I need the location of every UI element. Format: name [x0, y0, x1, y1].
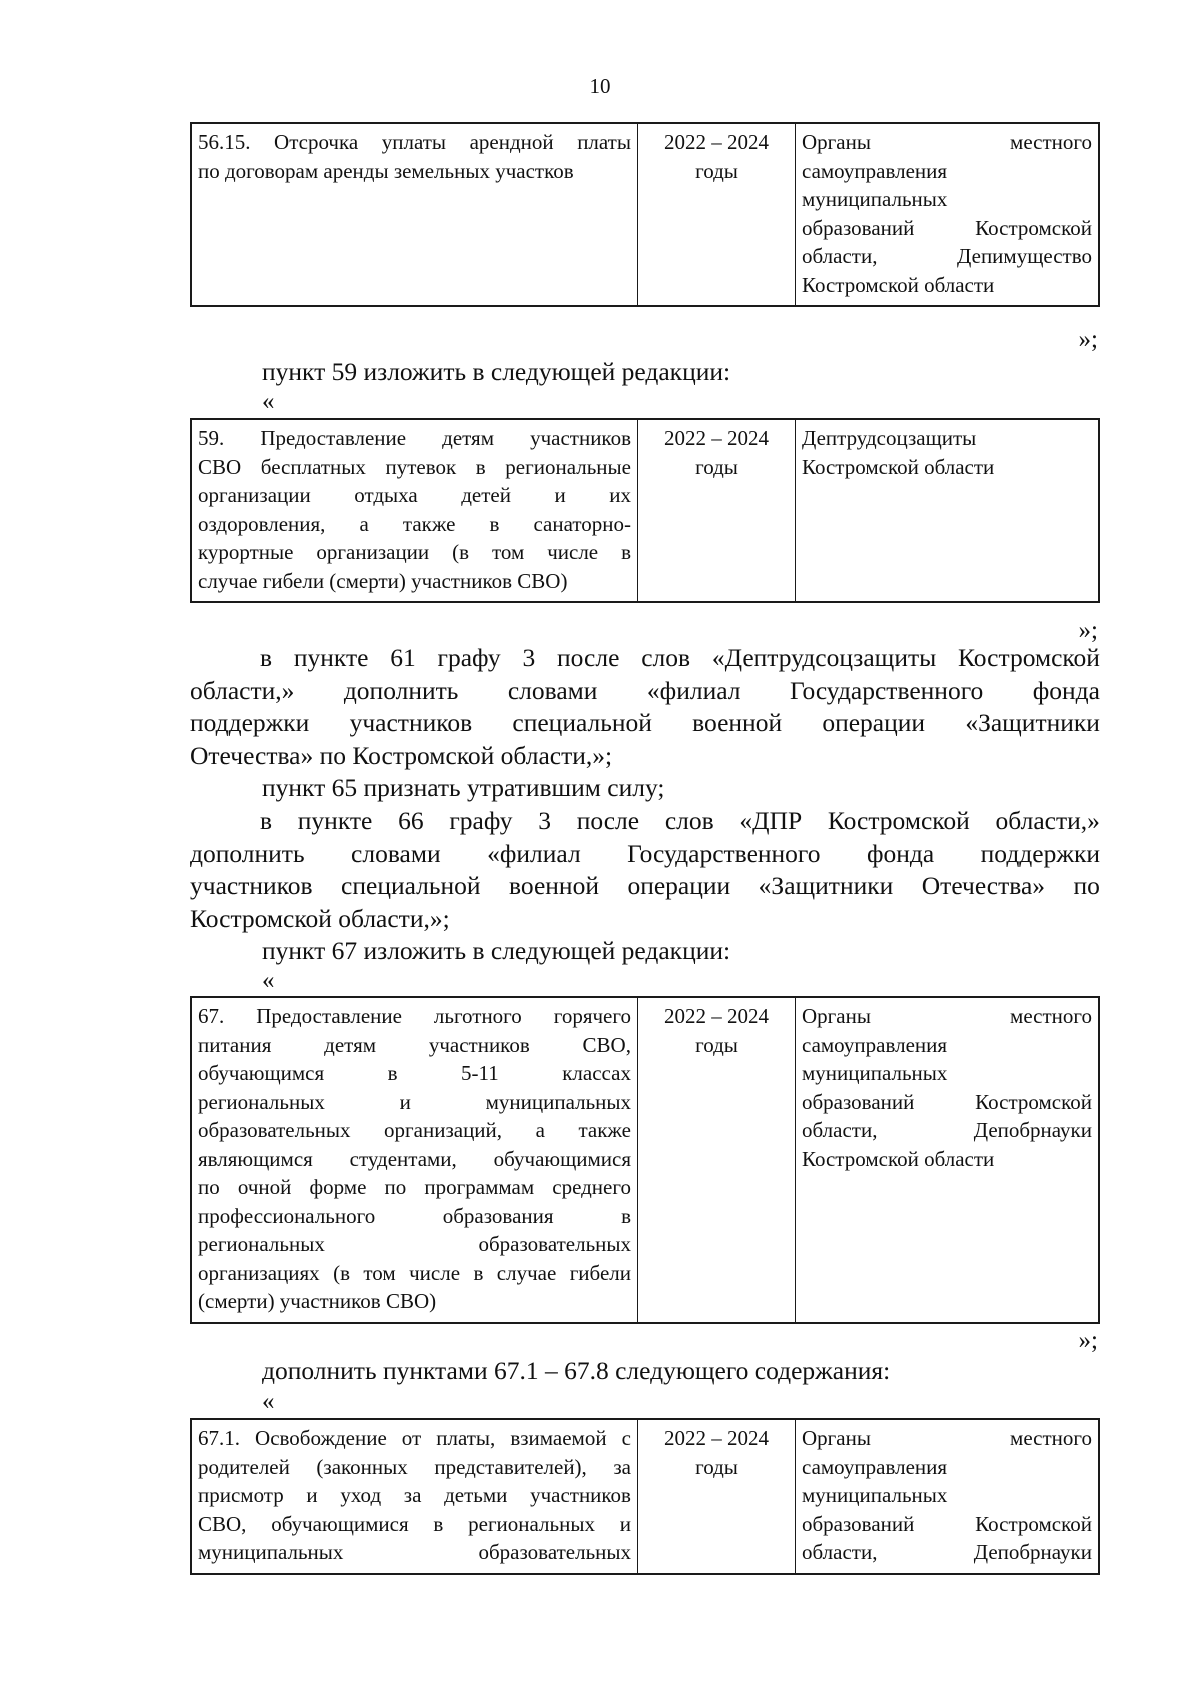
item-line: [198, 1424, 631, 1453]
executor-line: муниципальных: [802, 1483, 948, 1507]
table-item-67-1: [190, 1418, 1100, 1575]
executor-line: Костромской области: [802, 454, 995, 479]
word: Предоставление: [256, 1004, 402, 1028]
word: среднего: [552, 1175, 631, 1199]
word: региональных: [198, 1089, 325, 1114]
executor-cell: [796, 997, 1100, 1323]
word: от: [401, 1426, 422, 1450]
word: льготного: [433, 1004, 522, 1028]
word: очной: [237, 1175, 292, 1199]
word: СВО: [198, 454, 242, 479]
word: программам: [424, 1175, 535, 1199]
item-cell: [191, 1419, 638, 1574]
executor-line: Костромской области: [802, 272, 995, 297]
word: региональные: [505, 454, 631, 479]
item-line: [198, 1145, 631, 1174]
item-line: [198, 128, 631, 157]
word: в: [489, 511, 500, 536]
word: региональных: [468, 1511, 595, 1536]
text-line: Костромской области,»;: [190, 903, 450, 933]
paragraph-item-66: [190, 805, 1100, 935]
closing-quote: »;: [1078, 1327, 1098, 1354]
word: по: [198, 1175, 220, 1199]
word: уплаты: [381, 130, 447, 154]
word: области,: [802, 1540, 878, 1564]
table-row: [191, 1419, 1099, 1574]
item-line: по договорам аренды земельных участков: [198, 158, 574, 183]
table-item-67: [190, 996, 1100, 1324]
executor-line: [802, 128, 1092, 157]
executor-cell: [796, 1419, 1100, 1574]
executor-line: самоуправления: [802, 158, 948, 183]
word: 3: [538, 806, 551, 835]
word: 66: [398, 806, 424, 835]
word: в: [433, 1511, 444, 1536]
executor-line: муниципальных: [802, 187, 948, 211]
word: Костромской: [975, 1511, 1092, 1536]
word: в: [621, 1203, 631, 1228]
word: дополнить: [343, 675, 459, 705]
item-line: [198, 510, 631, 539]
word: взимаемой: [510, 1426, 607, 1450]
word: присмотр: [198, 1483, 284, 1507]
word: области,»: [995, 806, 1100, 835]
word: а: [535, 1118, 545, 1142]
item-line: [198, 1538, 631, 1567]
executor-line: [802, 1510, 1092, 1539]
executor-line: Дептрудсоцзащиты: [802, 426, 977, 450]
word: военной: [509, 871, 599, 900]
word: числе: [409, 1260, 461, 1285]
table-row: [191, 123, 1099, 306]
word: Органы: [802, 1426, 871, 1450]
word: Костромской: [958, 643, 1100, 672]
word: Предоставление: [260, 426, 407, 450]
item-line: [198, 1202, 631, 1231]
word: в: [473, 1260, 484, 1285]
word: Отсрочка: [274, 130, 359, 154]
item-line: [198, 1059, 631, 1088]
word: местного: [1010, 1426, 1092, 1450]
word: Депобрнауки: [973, 1540, 1092, 1564]
word: графу: [449, 806, 513, 835]
period-cell: 2022 – 2024 годы: [638, 997, 796, 1323]
word: участников: [190, 871, 313, 900]
word: обучающимися: [493, 1146, 631, 1171]
word: поддержки: [190, 708, 310, 737]
word: области,»: [190, 675, 295, 705]
word: классах: [562, 1061, 631, 1085]
word: горячего: [553, 1004, 631, 1028]
word: и: [306, 1483, 318, 1507]
word: 67.: [198, 1004, 225, 1028]
word: 3: [522, 643, 536, 672]
word: 61: [390, 643, 416, 672]
word: Костромской: [975, 215, 1092, 240]
executor-line: муниципальных: [802, 1061, 948, 1085]
word: фонда: [866, 838, 935, 868]
item-line: (смерти) участников СВО): [198, 1289, 437, 1313]
word: по: [384, 1175, 407, 1199]
word: 56.15.: [198, 130, 251, 154]
word: также: [578, 1118, 631, 1142]
executor-line: [802, 242, 1092, 271]
item-line: [198, 1259, 631, 1288]
word: СВО,: [582, 1032, 631, 1057]
period-cell: 2022 – 2024 годы: [638, 1419, 796, 1574]
executor-line: [802, 214, 1092, 243]
word: числе: [547, 540, 599, 564]
word: пункте: [293, 643, 369, 672]
word: платы: [577, 130, 631, 154]
word: обучающимися: [271, 1511, 409, 1536]
text-line: [190, 805, 1100, 838]
item-line: [198, 1116, 631, 1145]
word: Государственного: [789, 675, 984, 705]
executor-line: самоуправления: [802, 1032, 948, 1057]
word: участников: [428, 1032, 530, 1057]
word: графу: [437, 643, 501, 672]
word: участников: [530, 1483, 631, 1507]
word: организации: [316, 540, 430, 564]
item-line: [198, 1453, 631, 1482]
word: словами: [351, 838, 441, 868]
item-cell: [191, 997, 638, 1323]
word: «Защитники: [965, 708, 1100, 737]
word: также: [402, 511, 456, 536]
word: участников: [530, 426, 631, 450]
executor-line: [802, 1002, 1092, 1031]
word: 59.: [198, 426, 225, 450]
item-line: [198, 1510, 631, 1539]
word: после: [557, 643, 620, 672]
word: Освобождение: [255, 1426, 387, 1450]
word: санаторно-: [533, 511, 631, 536]
word: путевок: [385, 454, 457, 479]
word: фонда: [1032, 675, 1100, 705]
word: СВО,: [198, 1511, 247, 1536]
closing-quote: »;: [1078, 617, 1098, 644]
opening-quote: «: [262, 1388, 275, 1415]
word: «ДПР: [739, 806, 803, 835]
word: детям: [324, 1032, 377, 1057]
word: муниципальных: [485, 1089, 631, 1114]
executor-line: [802, 1538, 1092, 1567]
item-line: [198, 1481, 631, 1510]
word: за: [613, 1454, 631, 1479]
paragraph-items-67-1-67-8: дополнить пунктами 67.1 – 67.8 следующего содержания:: [262, 1356, 891, 1385]
period-cell: 2022 – 2024 годы: [638, 419, 796, 602]
item-line: [198, 481, 631, 510]
word: поддержки: [980, 838, 1100, 868]
item-line: [198, 1031, 631, 1060]
word: представителей),: [434, 1454, 587, 1479]
paragraph-item-67: пункт 67 изложить в следующей редакции:: [262, 936, 731, 965]
item-line: [198, 453, 631, 482]
word: случае: [496, 1260, 557, 1285]
word: уход: [340, 1483, 382, 1507]
word: участников: [349, 708, 473, 737]
word: питания: [198, 1032, 272, 1057]
page-number: 10: [589, 74, 611, 98]
word: в: [260, 643, 273, 672]
word: а: [359, 511, 369, 536]
word: образовательных: [478, 1540, 631, 1564]
word: слов: [664, 806, 714, 835]
word: детей: [461, 483, 511, 507]
table-item-59: [190, 418, 1100, 603]
word: организации: [198, 483, 311, 507]
word: оздоровления,: [198, 511, 326, 536]
word: образований: [802, 1511, 915, 1536]
word: и: [399, 1089, 411, 1114]
word: отдыха: [354, 483, 418, 507]
text-line: [190, 707, 1100, 740]
word: слов: [641, 643, 691, 672]
table-item-56-15: [190, 122, 1100, 307]
word: местного: [1010, 1004, 1092, 1028]
word: (в: [452, 540, 470, 564]
word: их: [609, 483, 631, 507]
word: и: [619, 1511, 631, 1536]
word: образования: [442, 1203, 554, 1228]
word: в: [621, 540, 631, 564]
paragraph-item-61: [190, 642, 1100, 772]
word: Отечества»: [921, 871, 1046, 900]
word: платы,: [436, 1426, 496, 1450]
text-line: [190, 675, 1100, 708]
word: области,: [802, 1118, 878, 1142]
word: муниципальных: [198, 1540, 344, 1564]
item-line: [198, 1230, 631, 1259]
executor-line: [802, 1116, 1092, 1145]
word: (законных: [316, 1454, 408, 1479]
word: обучающимся: [198, 1061, 325, 1085]
word: «Защитники: [758, 871, 894, 900]
paragraph-item-59: пункт 59 изложить в следующей редакции:: [262, 357, 731, 386]
word: специальной: [341, 871, 481, 900]
word: операции: [822, 708, 926, 737]
word: детьми: [444, 1483, 508, 1507]
word: гибели: [569, 1260, 631, 1285]
opening-quote: «: [262, 388, 275, 415]
word: «филиал: [487, 838, 581, 868]
item-cell: [191, 419, 638, 602]
word: «Дептрудсоцзащиты: [711, 643, 937, 672]
item-line: [198, 1002, 631, 1031]
word: Костромской: [975, 1089, 1092, 1114]
word: Депимущество: [957, 244, 1092, 268]
word: за: [403, 1483, 422, 1507]
opening-quote: «: [262, 967, 275, 994]
word: и: [554, 483, 566, 507]
word: Государственного: [627, 838, 821, 868]
word: том: [491, 540, 525, 564]
text-line: [190, 642, 1100, 675]
word: родителей: [198, 1454, 290, 1479]
word: являющимся: [198, 1146, 313, 1171]
word: по: [1073, 871, 1100, 900]
period-cell: 2022 – 2024 годы: [638, 123, 796, 306]
word: в: [387, 1061, 398, 1085]
item-line: [198, 1173, 631, 1202]
word: арендной: [469, 130, 554, 154]
word: «филиал: [646, 675, 741, 705]
word: военной: [692, 708, 783, 737]
table-row: [191, 997, 1099, 1323]
word: пункте: [297, 806, 373, 835]
table-row: [191, 419, 1099, 602]
word: в: [260, 806, 273, 835]
word: образовательных: [478, 1232, 631, 1256]
executor-line: [802, 1088, 1092, 1117]
word: Органы: [802, 130, 871, 154]
paragraph-item-65: пункт 65 признать утратившим силу;: [262, 773, 665, 802]
closing-quote: »;: [1078, 326, 1098, 353]
item-line: случае гибели (смерти) участников СВО): [198, 568, 568, 593]
word: области,: [802, 244, 878, 268]
item-cell: [191, 123, 638, 306]
word: организациях: [198, 1260, 320, 1285]
word: форме: [309, 1175, 367, 1199]
executor-line: Костромской области: [802, 1146, 995, 1171]
word: местного: [1010, 130, 1092, 154]
word: специальной: [512, 708, 652, 737]
word: операции: [627, 871, 731, 900]
text-line: Отечества» по Костромской области,»;: [190, 740, 613, 770]
executor-cell: [796, 123, 1100, 306]
word: организаций,: [384, 1118, 503, 1142]
word: бесплатных: [260, 454, 366, 479]
item-line: [198, 424, 631, 453]
word: в: [475, 454, 486, 479]
word: словами: [507, 675, 598, 705]
word: дополнить: [190, 838, 305, 868]
word: курортные: [198, 540, 294, 564]
item-line: [198, 1088, 631, 1117]
word: образований: [802, 1089, 915, 1114]
word: том: [363, 1260, 396, 1285]
executor-line: [802, 1424, 1092, 1453]
executor-line: самоуправления: [802, 1454, 948, 1479]
word: 5-11: [461, 1061, 499, 1085]
word: после: [576, 806, 640, 835]
word: с: [621, 1426, 631, 1450]
word: региональных: [198, 1232, 325, 1256]
word: (в: [333, 1260, 350, 1285]
word: Депобрнауки: [973, 1118, 1092, 1142]
text-line: [190, 870, 1100, 903]
executor-cell: [796, 419, 1100, 602]
word: Органы: [802, 1004, 871, 1028]
word: Костромской: [827, 806, 970, 835]
word: профессионального: [198, 1203, 376, 1228]
word: образовательных: [198, 1118, 351, 1142]
word: студентами,: [349, 1146, 457, 1171]
word: образований: [802, 215, 915, 240]
word: детям: [442, 426, 494, 450]
item-line: [198, 538, 631, 567]
text-line: [190, 838, 1100, 871]
word: 67.1.: [198, 1426, 240, 1450]
